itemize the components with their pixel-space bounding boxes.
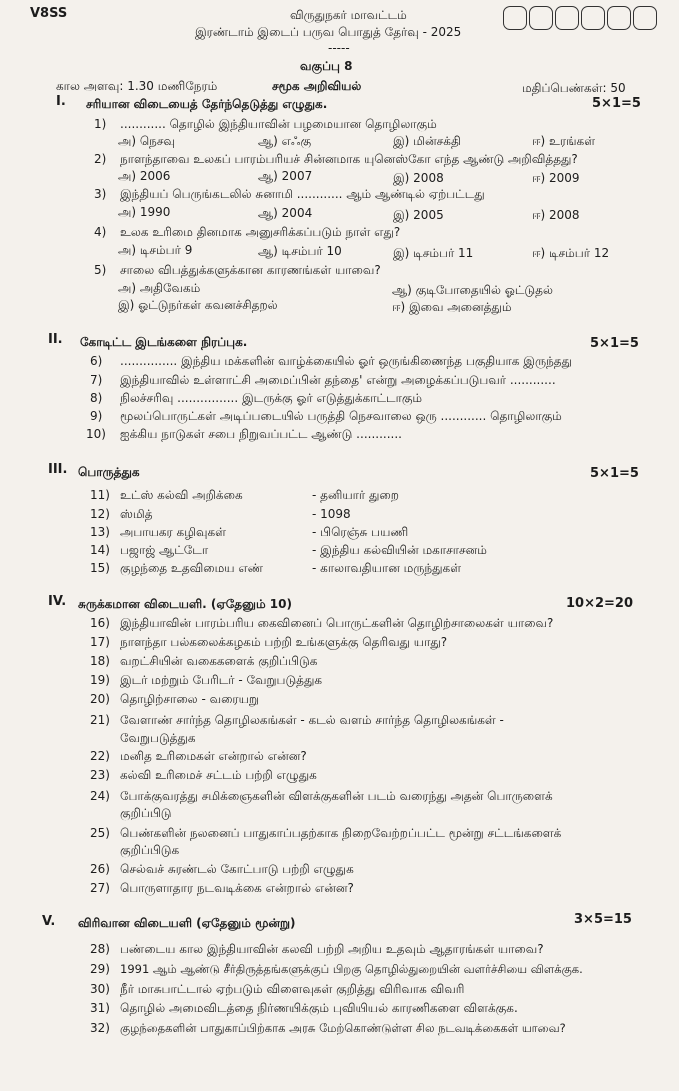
match-right: - காலாவதியான மருந்துகள் (312, 561, 462, 575)
section-number: III. (48, 462, 68, 477)
question-text: செல்வச் சுரண்டல் கோட்பாடு பற்றி எழுதுக (120, 862, 354, 876)
section-number: I. (56, 94, 66, 109)
match-right: - இந்திய கல்வியின் மகாசாசனம் (312, 543, 487, 557)
match-left: அபாயகர கழிவுகள் (120, 525, 226, 539)
option-d: ஈ) இவை அனைத்தும் (392, 300, 512, 314)
section-marks: 5×1=5 (590, 336, 639, 351)
option-d: ஈ) 2009 (532, 171, 580, 185)
question-number: 28) (90, 942, 110, 956)
question-text: மூலப்பொருட்கள் அடிப்படையில் பருத்தி நெசவாலை ஒரு ............ தொழிலாகும் (120, 409, 562, 423)
question-number: 16) (90, 616, 110, 630)
match-right: - பிரெஞ்சு பயணி (312, 525, 409, 539)
question-number: 3) (94, 187, 107, 201)
question-number: 25) (90, 826, 110, 840)
register-box (633, 6, 657, 30)
question-text: வறட்சியின் வகைகளைக் குறிப்பிடுக (120, 654, 318, 668)
class-label: வகுப்பு 8 (300, 59, 353, 73)
option-d: ஈ) உரங்கள் (532, 134, 596, 148)
question-number: 31) (90, 1001, 110, 1015)
question-number: 5) (94, 263, 107, 277)
question-text: நிலச்சரிவு ................ இடருக்கு ஓர் எடுத்துக்காட்டாகும் (120, 391, 423, 405)
question-text: சாலை விபத்துக்களுக்கான காரணங்கள் யாவை? (120, 263, 381, 277)
section-number: II. (48, 332, 63, 347)
question-number: 10) (86, 427, 106, 441)
question-number: 7) (90, 373, 103, 387)
question-number: 15) (90, 561, 110, 575)
question-number: 12) (90, 507, 110, 521)
match-left: குழந்தை உதவிமைய எண் (120, 561, 264, 575)
question-number: 11) (90, 488, 110, 502)
total-marks: மதிப்பெண்கள்: 50 (522, 81, 626, 95)
question-number: 24) (90, 789, 110, 803)
question-number: 29) (90, 962, 110, 976)
option-c: இ) மின்சக்தி (393, 134, 461, 148)
question-text-cont: குறிப்பிடு (120, 806, 172, 820)
option-c: இ) டிசம்பர் 11 (393, 246, 474, 260)
question-text: இடர் மற்றும் பேரிடர் - வேறுபடுத்துக (120, 673, 323, 687)
question-number: 13) (90, 525, 110, 539)
option-a: அ) 1990 (118, 205, 171, 219)
section-number: V. (42, 914, 56, 929)
question-text: இந்தியப் பெருங்கடலில் சுனாமி ............ ஆம் ஆண்டில் ஏற்பட்டது (120, 187, 485, 201)
option-b: ஆ) டிசம்பர் 10 (258, 244, 342, 258)
question-number: 30) (90, 982, 110, 996)
section-title: விரிவான விடையளி (ஏதேனும் மூன்று) (78, 916, 296, 930)
match-left: உட்ஸ் கல்வி அறிக்கை (120, 488, 243, 502)
option-a: அ) நெசவு (118, 134, 175, 148)
question-text: ............... இந்திய மக்களின் வாழ்க்கையில் ஓர் ஒருங்கிணைந்த பகுதியாக இருந்தது (120, 354, 573, 368)
question-number: 1) (94, 117, 107, 131)
register-box (581, 6, 605, 30)
header-dashes: ----- (328, 41, 350, 55)
option-d: ஈ) டிசம்பர் 12 (532, 246, 610, 260)
question-text: ஐக்கிய நாடுகள் சபை நிறுவப்பட்ட ஆண்டு ............ (120, 427, 402, 441)
register-box (529, 6, 553, 30)
question-text: குழந்தைகளின் பாதுகாப்பிற்காக அரசு மேற்கொண்டுள்ள சில நடவடிக்கைகள் யாவை? (120, 1021, 566, 1035)
register-box (555, 6, 579, 30)
question-text: பொருளாதார நடவடிக்கை என்றால் என்ன? (120, 881, 354, 895)
question-text: 1991 ஆம் ஆண்டு சீர்திருத்தங்களுக்குப் பிறகு தொழில்துறையின் வளர்ச்சியை விளக்குக. (120, 962, 583, 976)
question-text: ............ தொழில் இந்தியாவின் பழமையான தொழிலாகும் (120, 117, 437, 131)
question-number: 14) (90, 543, 110, 557)
option-b: ஆ) குடிபோதையில் ஓட்டுதல் (392, 283, 553, 297)
question-number: 22) (90, 749, 110, 763)
section-marks: 5×1=5 (590, 466, 639, 481)
section-marks: 3×5=15 (574, 912, 632, 927)
option-b: ஆ) 2004 (258, 206, 313, 220)
question-number: 17) (90, 635, 110, 649)
option-c: இ) ஓட்டுநர்கள் கவனச்சிதறல் (118, 298, 278, 312)
question-number: 6) (90, 354, 103, 368)
question-number: 2) (94, 152, 107, 166)
question-text: மனித உரிமைகள் என்றால் என்ன? (120, 749, 307, 763)
section-title: சரியான விடையைத் தேர்ந்தெடுத்து எழுதுக. (86, 97, 328, 111)
question-text: பண்டைய கால இந்தியாவின் கலவி பற்றி அறிய உதவும் ஆதாரங்கள் யாவை? (120, 942, 544, 956)
register-box (503, 6, 527, 30)
match-right: - தனியார் துறை (312, 488, 399, 502)
time-duration: கால அளவு: 1.30 மணிநேரம் (56, 79, 218, 93)
question-text: நாளந்தா பல்கலைக்கழகம் பற்றி உங்களுக்கு தெரிவது யாது? (120, 635, 448, 649)
question-number: 9) (90, 409, 103, 423)
question-number: 8) (90, 391, 103, 405)
question-number: 23) (90, 768, 110, 782)
section-title: பொருத்துக (78, 465, 140, 479)
question-text: இந்தியாவில் உள்ளாட்சி அமைப்பின் தந்தை' என்று அழைக்கப்படுபவர் ............ (120, 373, 556, 387)
section-marks: 5×1=5 (592, 96, 641, 111)
paper-code: V8SS (30, 6, 68, 21)
question-number: 26) (90, 862, 110, 876)
section-marks: 10×2=20 (566, 596, 634, 611)
question-text: பெண்களின் நலனைப் பாதுகாப்பதற்காக நிறைவேற்றப்பட்ட மூன்று சட்டங்களைக் (120, 826, 562, 840)
question-text: தொழிற்சாலை - வரையறு (120, 692, 259, 706)
question-number: 32) (90, 1021, 110, 1035)
question-text: நீர் மாசுபாட்டால் ஏற்படும் விளைவுகள் குறித்து விரிவாக விவரி (120, 982, 465, 996)
register-number-boxes (503, 6, 657, 30)
question-number: 18) (90, 654, 110, 668)
question-text: போக்குவரத்து சமிக்ஞைகளின் விளக்குகளின் படம் வரைந்து அதன் பொருளைக் (120, 789, 553, 803)
question-number: 21) (90, 713, 110, 727)
question-text: உலக உரிமை தினமாக அனுசரிக்கப்படும் நாள் எது? (120, 225, 401, 239)
match-right: - 1098 (312, 507, 351, 521)
option-a: அ) அதிவேகம் (118, 281, 201, 295)
match-left: ஸ்மித் (120, 507, 153, 521)
option-c: இ) 2008 (393, 171, 444, 185)
register-box (607, 6, 631, 30)
option-a: அ) 2006 (118, 169, 171, 183)
district-name: விருதுநகர் மாவட்டம் (290, 8, 407, 22)
section-number: IV. (48, 594, 67, 609)
question-text: நாளந்தாவை உலகப் பாரம்பரியச் சின்னமாக யுனெஸ்கோ எந்த ஆண்டு அறிவித்தது? (120, 152, 578, 166)
option-c: இ) 2005 (393, 208, 444, 222)
question-text: இந்தியாவின் பாரம்பரிய கைவினைப் பொருட்களின் தொழிற்சாலைகள் யாவை? (120, 616, 554, 630)
question-text-cont: குறிப்பிடுக (120, 843, 180, 857)
question-number: 4) (94, 225, 107, 239)
question-number: 27) (90, 881, 110, 895)
question-text: தொழில் அமைவிடத்தை நிர்ணயிக்கும் புவியியல் காரணிகளை விளக்குக. (120, 1001, 518, 1015)
question-text: கல்வி உரிமைச் சட்டம் பற்றி எழுதுக (120, 768, 317, 782)
option-b: ஆ) 2007 (258, 169, 313, 183)
option-b: ஆ) எஃகு (258, 134, 312, 148)
question-number: 19) (90, 673, 110, 687)
match-left: பஜாஜ் ஆட்டோ (120, 543, 209, 557)
question-text: வேளாண் சார்ந்த தொழிலகங்கள் - கடல் வளம் சார்ந்த தொழிலகங்கள் - (120, 713, 504, 727)
section-title: சுருக்கமான விடையளி. (ஏதேனும் 10) (78, 597, 292, 611)
option-a: அ) டிசம்பர் 9 (118, 243, 193, 257)
section-title: கோடிட்ட இடங்களை நிரப்புக. (80, 335, 248, 349)
subject-name: சமூக அறிவியல் (272, 79, 362, 93)
question-text-cont: வேறுபடுத்துக (120, 731, 196, 745)
option-d: ஈ) 2008 (532, 208, 580, 222)
exam-title: இரண்டாம் இடைப் பருவ பொதுத் தேர்வு - 2025 (195, 25, 462, 39)
question-number: 20) (90, 692, 110, 706)
